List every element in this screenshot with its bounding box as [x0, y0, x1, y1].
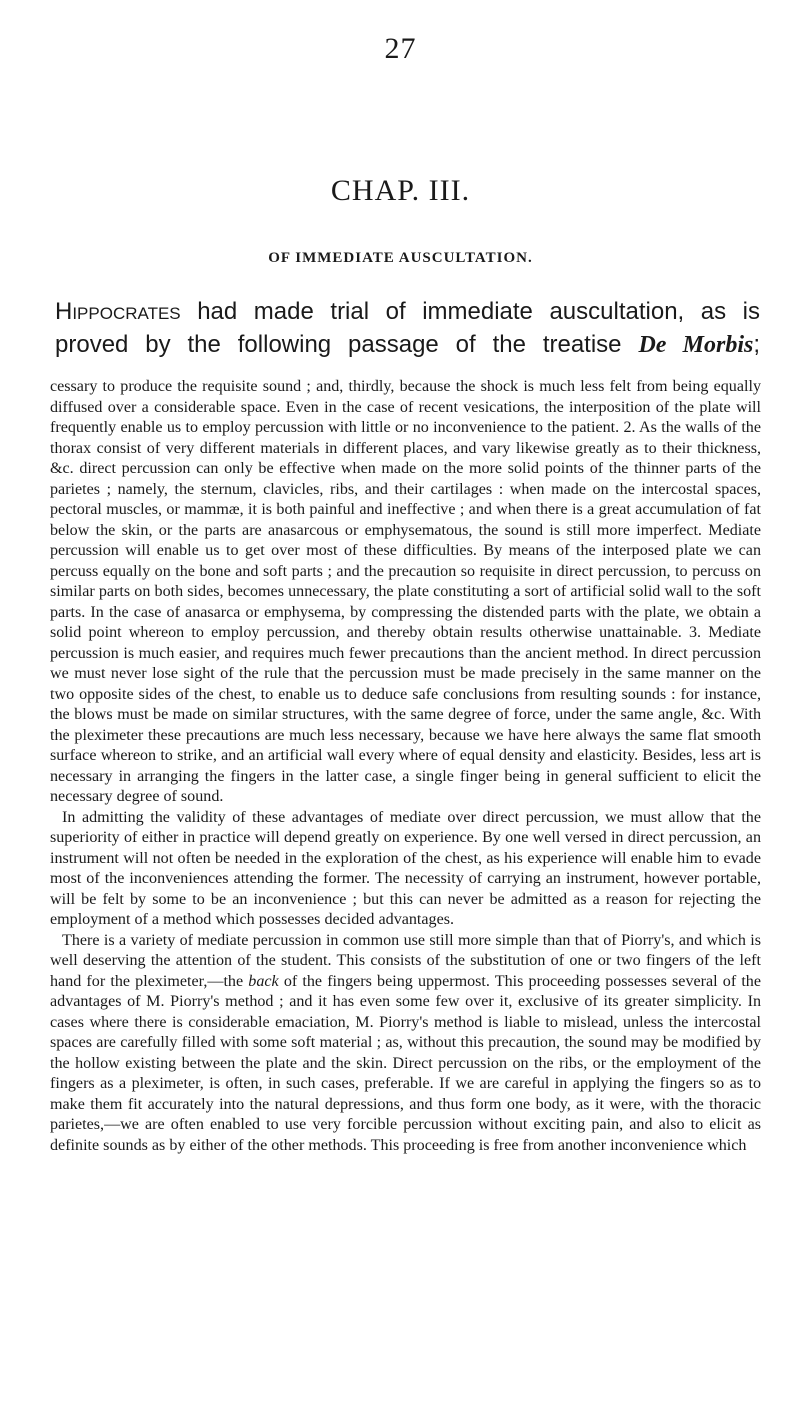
footnote-paragraph-3 [50, 931, 761, 1157]
lead-line-1 [55, 295, 760, 328]
section-title: OF IMMEDIATE AUSCULTATION. [268, 250, 533, 266]
lead-line-2 [55, 328, 760, 362]
author-name: Hippocrates [55, 298, 181, 325]
page-number: 27 [384, 32, 417, 65]
treatise-title: De Morbis [638, 332, 754, 358]
footnote-p3-italic: back [248, 972, 279, 990]
lead-text-2: proved by the following passage of the treatise [55, 331, 639, 358]
footnote-paragraph-2: In admitting the validity of these advantages of mediate over direct percussion, we must allow that the superiority of either in practice will depend greatly on experience. By one well versed in direct percussion, an instrument will not often be needed in the exploration of the chest, as his experience will enable him to evade most of the inconveniences attending the former. The necessity of carrying an instrument, however portable, will be felt by some to be an inconvenience ; but this can never be admitted as a reason for rejecting the employment of a method which possesses decided advantages. [50, 808, 761, 928]
lead-text-1: had made trial of immediate auscultation, as is [180, 298, 760, 325]
footnote-p3-end: of the fingers being uppermost. This proceeding possesses several of the advantages of M. Piorry's method ; and it has even some few over it, exclusive of its greater simplicity. In cases where there is considerable emaciation, M. Piorry's method is liable to mislead, unless the intercostal spaces are carefully filled with some soft material ; as, without this precaution, the sound may be modified by the hollow existing between the plate and the skin. Direct percussion on the ribs, or the employment of the fingers as a pleximeter, is often, in such cases, preferable. If we are careful in applying the fingers so as to make them fit accurately into the natural depressions, and thus form one body, as it were, with the thoracic parietes,—we are often enabled to use very forcible percussion without exciting pain, and also to elicit as definite sounds as by either of the other methods. This proceeding is free from another inconvenience which [50, 972, 761, 1154]
lead-paragraph [55, 295, 760, 362]
lead-text-3: ; [753, 331, 761, 358]
footnote-paragraph-1: cessary to produce the requisite sound ; and, thirdly, because the shock is much less felt from being equally diffused over a considerable space. Even in the case of recent vesications, the interposition of the plate will frequently enable us to employ percussion with little or no inconvenience to the patient. 2. As the walls of the thorax consist of very different materials in different places, and vary likewise greatly as to their thickness, &c. direct percussion can only be effective when made on the more solid points of the thinner parts of the parietes ; namely, the sternum, clavicles, ribs, and their cartilages : when made on the intercostal spaces, pectoral muscles, or mammæ, it is both painful and ineffective ; and when there is a great accumulation of fat below the skin, or the parts are anasarcous or emphysematous, the sound is still more imperfect. Mediate percussion will enable us to get over most of these difficulties. By means of the interposed plate we can percuss equally on the bone and soft parts ; and the precaution so requisite in direct percussion, to percuss on similar parts on both sides, becomes unnecessary, the plate constituting a sort of artificial solid wall to the soft parts. In the case of anasarca or emphysema, by compressing the distended parts with the plate, we obtain a solid point whereon to employ percussion, and thereby obtain results otherwise unattainable. 3. Mediate percussion is much easier, and requires much fewer precautions than the ancient method. In direct percussion we must never lose sight of the rule that the percussion must be made precisely in the same manner on the two opposite sides of the chest, to enable us to deduce safe conclusions from resulting sounds : for instance, the blows must be made on similar structures, with the same degree of force, under the same angle, &c. With the pleximeter these precautions are much less necessary, because we have here always the same flat smooth surface whereon to strike, and an artificial wall every where of equal density and elasticity. Besides, less art is necessary in arranging the fingers in the latter case, a single finger being in general sufficient to elicit the necessary degree of sound. [50, 378, 761, 805]
footnote-p3-start: There is a variety of mediate percussion in common use still more simple than that of Piorry's, and which is well deserving the attention of the student. This consists of the substitution of one or two fingers of the left hand for the pleximeter,—the [50, 931, 761, 990]
footnote-block [50, 377, 761, 1156]
chapter-title: CHAP. III. [330, 174, 471, 207]
